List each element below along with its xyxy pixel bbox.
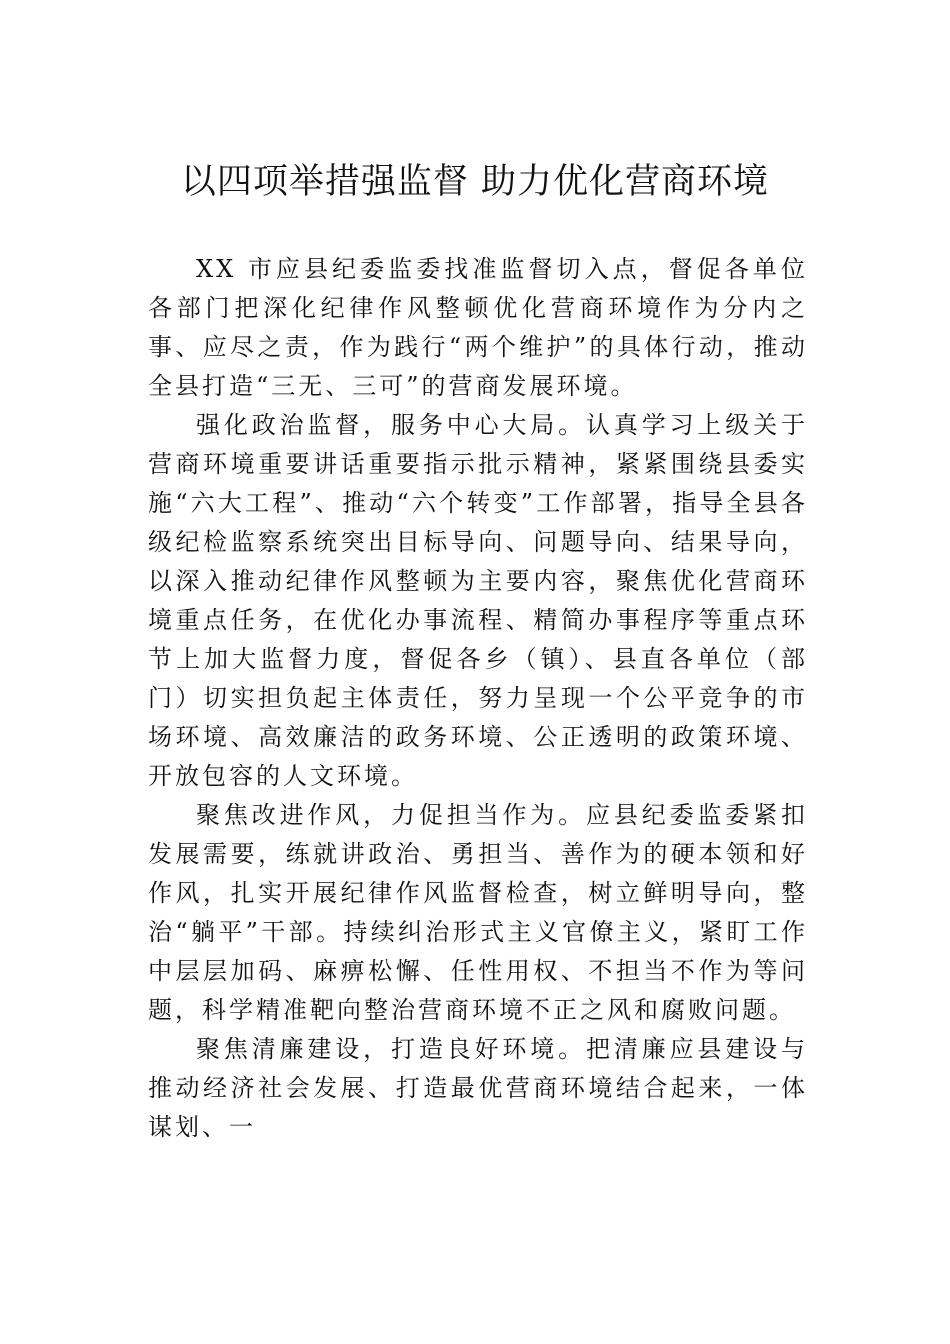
paragraph-clean-governance: 聚焦清廉建设，打造良好环境。把清廉应县建设与推动经济社会发展、打造最优营商环境结合起来，一体谋划、一 [148,1035,808,1141]
document-body [148,250,808,1147]
paragraph-intro: XX 市应县纪委监委找准监督切入点，督促各单位各部门把深化纪律作风整顿优化营商环境作为分内之事、应尽之责，作为践行“两个维护”的具体行动，推动全县打造“三无、三可”的营商发展环境。 [148,255,808,400]
document-title: 以四项举措强监督 助力优化营商环境 [180,162,770,202]
paragraph-work-style: 聚焦改进作风，力促担当作为。应县纪委监委紧扣发展需要，练就讲政治、勇担当、善作为的硬本领和好作风，扎实开展纪律作风监督检查，树立鲜明导向，整治“躺平”干部。持续纠治形式主义官僚主义，紧盯工作中层层加码、麻痹松懈、任性用权、不担当不作为等问题，科学精准靶向整治营商环境不正之风和腐败问题。 [148,801,808,1024]
paragraph-political-supervision: 强化政治监督，服务中心大局。认真学习上级关于营商环境重要讲话重要指示批示精神，紧紧围绕县委实施“六大工程”、推动“六个转变”工作部署，指导全县各级纪检监察系统突出目标导向、问题导向、结果导向，以深入推动纪律作风整顿为主要内容，聚焦优化营商环境重点任务，在优化办事流程、精简办事程序等重点环节上加大监督力度，督促各乡（镇）、县直各单位（部门）切实担负起主体责任，努力呈现一个公平竞争的市场环境、高效廉洁的政务环境、公正透明的政策环境、开放包容的人文环境。 [148,411,808,790]
